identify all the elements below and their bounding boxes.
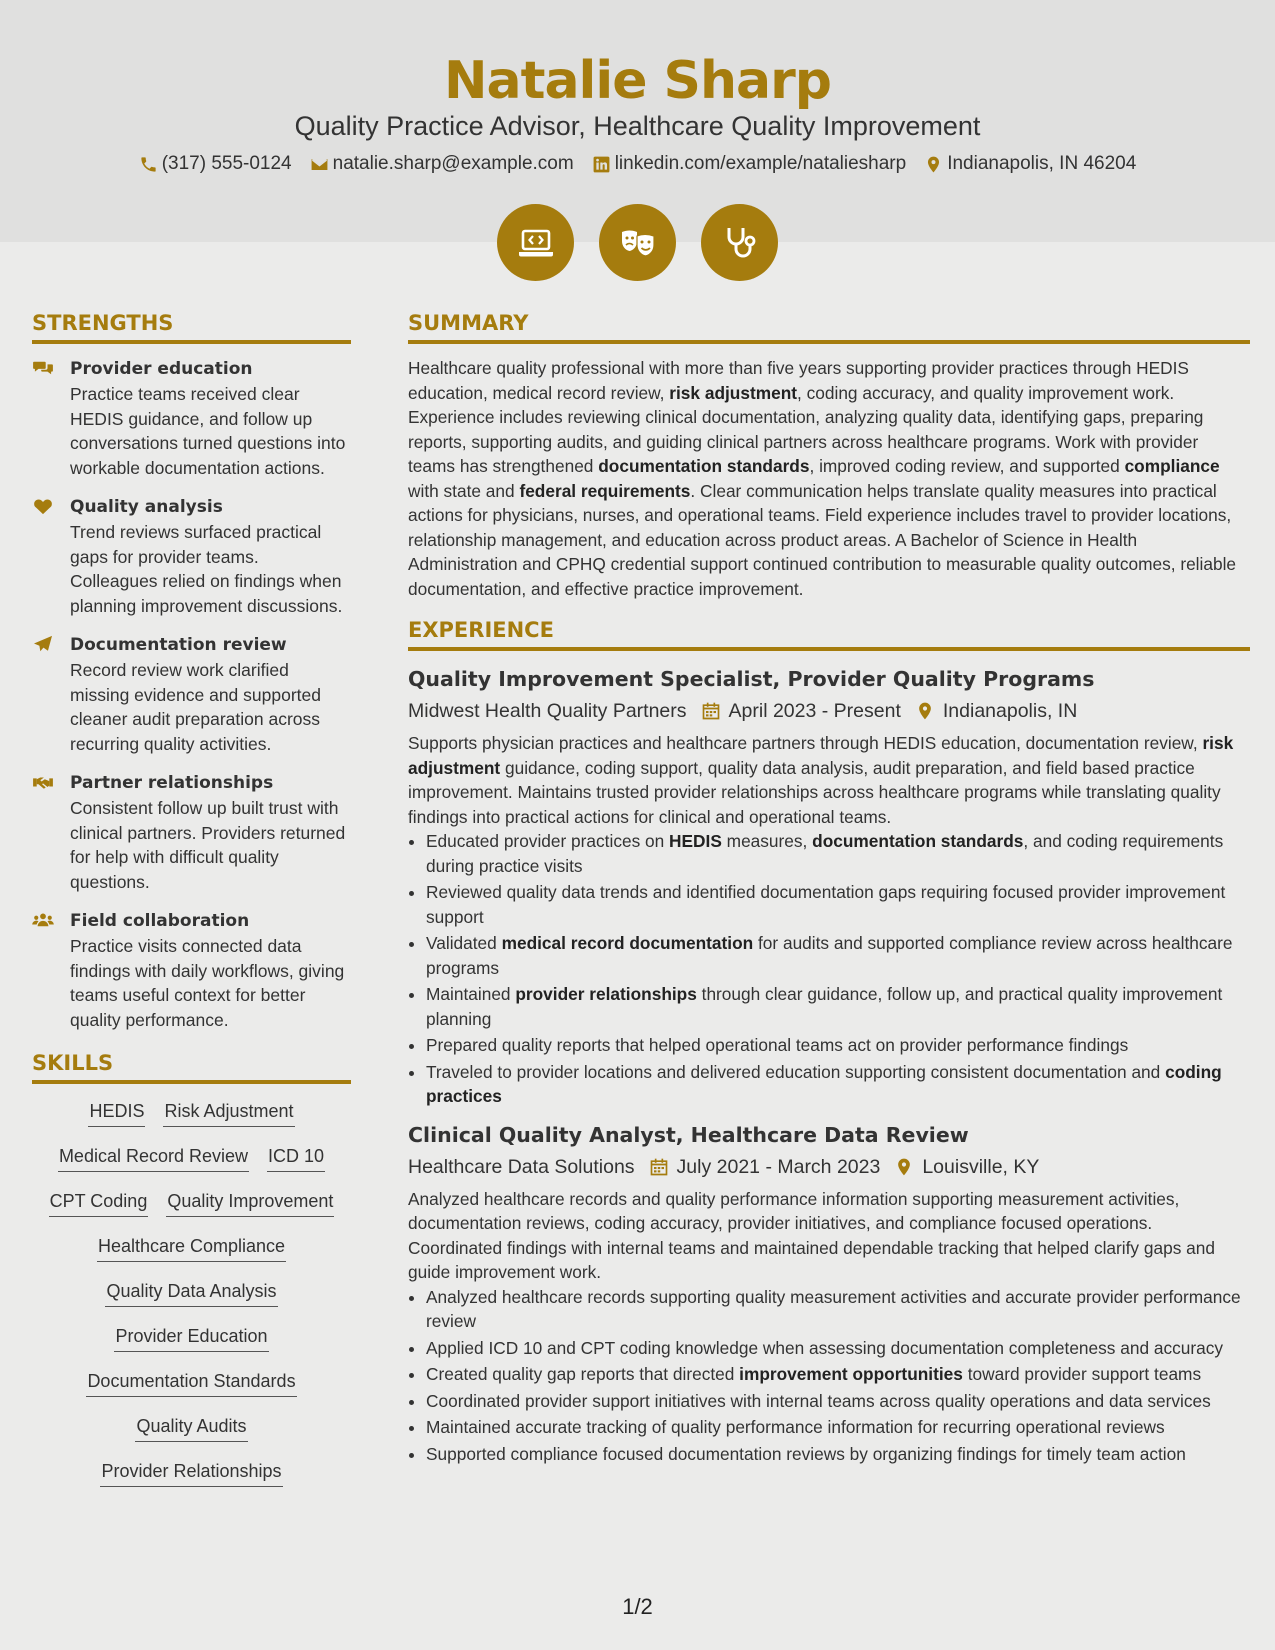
job-meta bbox=[408, 695, 1250, 727]
skill-row bbox=[32, 1188, 351, 1217]
list-item bbox=[426, 1389, 1250, 1414]
strength-title: Quality analysis bbox=[70, 497, 223, 517]
calendar-icon bbox=[649, 1157, 669, 1177]
body-text: with state and bbox=[408, 480, 520, 501]
list-item bbox=[426, 1442, 1250, 1467]
map-pin-icon bbox=[924, 155, 943, 174]
body-text: Coordinated provider support initiatives with internal teams across quality operations and data services bbox=[426, 1390, 1211, 1411]
list-item bbox=[426, 1285, 1250, 1334]
strength-desc: Practice visits connected data findings with daily workflows, giving teams useful context for better quality performance. bbox=[70, 936, 345, 1030]
job-meta bbox=[408, 1151, 1250, 1183]
body-text: for audits and supported compliance review across healthcare programs bbox=[426, 933, 1233, 978]
list-item bbox=[426, 1033, 1250, 1058]
laptop-code-badge bbox=[497, 204, 574, 281]
skill-tag: Medical Record Review bbox=[58, 1143, 249, 1172]
job-dates: July 2021 - March 2023 bbox=[676, 1155, 881, 1178]
emphasis-text: documentation standards bbox=[812, 831, 1024, 851]
body-text: Reviewed quality data trends and identified documentation gaps requiring focused provider improvement support bbox=[426, 882, 1226, 927]
location-text: Indianapolis, IN 46204 bbox=[947, 153, 1137, 174]
skills-heading: SKILLS bbox=[32, 1046, 351, 1084]
stethoscope-icon bbox=[720, 223, 760, 263]
job-bullets bbox=[408, 1285, 1250, 1467]
page-number: 1/2 bbox=[622, 1594, 653, 1619]
paper-plane-icon bbox=[32, 635, 54, 653]
contact-linkedin[interactable] bbox=[592, 150, 907, 178]
list-item bbox=[426, 880, 1250, 929]
skill-tag: HEDIS bbox=[88, 1098, 145, 1127]
contact-row bbox=[0, 150, 1275, 178]
email-text[interactable]: natalie.sharp@example.com bbox=[332, 153, 574, 174]
summary-text bbox=[408, 356, 1250, 601]
skill-tag: Quality Data Analysis bbox=[105, 1278, 277, 1307]
emphasis-text: improvement opportunities bbox=[739, 1364, 963, 1384]
experience-list bbox=[408, 663, 1250, 1466]
theater-masks-badge bbox=[599, 204, 676, 281]
list-item bbox=[426, 829, 1250, 878]
body-text: Prepared quality reports that helped operational teams act on provider performance findings bbox=[426, 1035, 1129, 1055]
skill-row bbox=[32, 1278, 351, 1307]
emphasis-text: federal requirements bbox=[519, 480, 691, 501]
strength-title: Documentation review bbox=[70, 635, 287, 655]
skill-tag: Quality Audits bbox=[135, 1413, 247, 1442]
linkedin-text[interactable]: linkedin.com/example/nataliesharp bbox=[614, 153, 907, 174]
body-text: Created quality gap reports that directed bbox=[426, 1364, 740, 1384]
body-text: Analyzed healthcare records and quality performance information supporting measurement activities, documentation reviews, coding accuracy, provider initiatives, and compliance focused operations. Coordinated findings with internal teams and maintained dependable tracking that helped clarify gaps and guide improvement work. bbox=[408, 1188, 1215, 1282]
body-text: Healthcare quality professional with more than five years supporting provider practices through HEDIS education, medical record review, bbox=[408, 358, 1189, 403]
strength-title: Provider education bbox=[70, 359, 253, 379]
emphasis-text: provider relationships bbox=[515, 984, 697, 1004]
skill-tag: CPT Coding bbox=[49, 1188, 149, 1217]
emphasis-text: compliance bbox=[1124, 456, 1220, 476]
job-entry bbox=[408, 663, 1250, 1109]
theater-masks-icon bbox=[618, 223, 658, 263]
body-text: guidance, coding support, quality data analysis, audit preparation, and field based practice improvement. Maintains trusted provider relationships across healthcare programs while translating quality findings into practical actions for clinical and operational teams. bbox=[408, 757, 1221, 827]
skill-row bbox=[32, 1323, 351, 1352]
job-bullets bbox=[408, 829, 1250, 1109]
emphasis-text: risk adjustment bbox=[669, 382, 798, 403]
skill-row bbox=[32, 1233, 351, 1262]
job-location: Indianapolis, IN bbox=[942, 700, 1078, 722]
handshake-icon bbox=[32, 773, 54, 791]
strength-item bbox=[32, 356, 351, 480]
body-text: , coding accuracy, and quality improvement work. Experience includes reviewing clinical documentation, analyzing quality data, identifying gaps, preparing reports, supporting audits, and guiding clinical partners across healthcare programs. Work with provider teams has strengthened bbox=[408, 382, 1204, 476]
body-text: Maintained accurate tracking of quality performance information for recurring operational reviews bbox=[426, 1417, 1165, 1437]
comments-icon bbox=[32, 359, 54, 377]
emphasis-text: coding practices bbox=[426, 1061, 1222, 1106]
linkedin-icon bbox=[592, 155, 611, 174]
right-column bbox=[408, 306, 1250, 1468]
list-item bbox=[426, 1060, 1250, 1109]
body-text: Supports physician practices and healthcare partners through HEDIS education, documentation review, bbox=[408, 733, 1203, 753]
envelope-icon bbox=[310, 155, 329, 174]
list-item bbox=[426, 982, 1250, 1031]
skill-tag: Documentation Standards bbox=[86, 1368, 296, 1397]
list-item bbox=[426, 1362, 1250, 1387]
phone-text: (317) 555-0124 bbox=[161, 153, 292, 174]
calendar-icon bbox=[701, 701, 721, 721]
body-text: Educated provider practices on bbox=[426, 831, 670, 851]
body-text: Maintained bbox=[426, 984, 516, 1004]
job-entry bbox=[408, 1119, 1250, 1467]
job-title: Clinical Quality Analyst, Healthcare Data Review bbox=[408, 1122, 969, 1147]
job-description bbox=[408, 1187, 1250, 1285]
laptop-code-icon bbox=[516, 223, 556, 263]
body-text: Analyzed healthcare records supporting quality measurement activities and accurate provider performance review bbox=[426, 1286, 1241, 1331]
strength-item bbox=[32, 770, 351, 894]
users-icon bbox=[32, 911, 54, 929]
contact-phone bbox=[139, 150, 292, 178]
phone-icon bbox=[139, 155, 158, 174]
body-text: Applied ICD 10 and CPT coding knowledge when assessing documentation completeness and accuracy bbox=[426, 1337, 1224, 1358]
skill-tag: Provider Education bbox=[114, 1323, 268, 1352]
map-pin-icon bbox=[894, 1157, 914, 1177]
heart-icon bbox=[32, 497, 54, 515]
strength-item bbox=[32, 494, 351, 618]
body-text: , and coding requirements during practice visits bbox=[426, 831, 1224, 876]
skill-tag: Healthcare Compliance bbox=[97, 1233, 286, 1262]
job-location: Louisville, KY bbox=[922, 1155, 1040, 1178]
skill-tag: Provider Relationships bbox=[100, 1458, 282, 1487]
strength-item bbox=[32, 632, 351, 756]
candidate-name: Natalie Sharp bbox=[443, 51, 831, 111]
emphasis-text: HEDIS bbox=[669, 831, 722, 851]
stethoscope-badge bbox=[701, 204, 778, 281]
body-text: measures, bbox=[721, 831, 813, 851]
strength-desc: Consistent follow up built trust with clinical partners. Providers returned for help with difficult quality questions. bbox=[70, 798, 346, 892]
strengths-heading: STRENGTHS bbox=[32, 306, 351, 344]
map-pin-icon bbox=[915, 701, 935, 721]
left-column bbox=[32, 306, 351, 1503]
experience-heading: EXPERIENCE bbox=[408, 613, 1250, 651]
job-dates: April 2023 - Present bbox=[728, 700, 901, 722]
candidate-title: Quality Practice Advisor, Healthcare Quality Improvement bbox=[294, 111, 981, 141]
body-text: toward provider support teams bbox=[962, 1364, 1202, 1384]
badge-row bbox=[0, 204, 1275, 281]
skill-row bbox=[32, 1458, 351, 1487]
list-item bbox=[426, 1336, 1250, 1361]
skills-list bbox=[32, 1098, 351, 1487]
list-item bbox=[426, 931, 1250, 980]
body-text: . Clear communication helps translate quality measures into practical actions for physicians, nurses, and operational teams. Field experience includes travel to provider locations, relationship management, and education across product areas. A Bachelor of Science in Health Administration and CPHQ credential support continued contribution to measurable quality outcomes, reliable documentation, and effective practice improvement. bbox=[408, 480, 1237, 599]
contact-email[interactable] bbox=[310, 150, 574, 178]
strength-title: Partner relationships bbox=[70, 773, 274, 793]
emphasis-text: risk adjustment bbox=[408, 733, 1234, 778]
summary-heading: SUMMARY bbox=[408, 306, 1250, 344]
body-text: Validated bbox=[426, 933, 502, 953]
strength-item bbox=[32, 908, 351, 1032]
skill-row bbox=[32, 1368, 351, 1397]
emphasis-text: medical record documentation bbox=[501, 933, 754, 953]
skill-tag: ICD 10 bbox=[267, 1143, 325, 1172]
body-text: , improved coding review, and supported bbox=[809, 456, 1125, 476]
skill-row bbox=[32, 1143, 351, 1172]
body-text: Traveled to provider locations and delivered education supporting consistent documentation and bbox=[426, 1061, 1166, 1082]
skill-tag: Risk Adjustment bbox=[163, 1098, 294, 1127]
contact-location bbox=[924, 150, 1136, 178]
job-company: Healthcare Data Solutions bbox=[408, 1155, 635, 1178]
list-item bbox=[426, 1415, 1250, 1440]
job-description bbox=[408, 731, 1250, 829]
strength-title: Field collaboration bbox=[70, 911, 250, 931]
skill-tag: Quality Improvement bbox=[166, 1188, 334, 1217]
emphasis-text: documentation standards bbox=[598, 456, 810, 476]
body-text: through clear guidance, follow up, and practical quality improvement planning bbox=[426, 984, 1223, 1029]
body-text: Supported compliance focused documentation reviews by organizing findings for timely team action bbox=[426, 1443, 1186, 1464]
skill-row bbox=[32, 1413, 351, 1442]
job-company: Midwest Health Quality Partners bbox=[408, 700, 687, 722]
job-title: Quality Improvement Specialist, Provider Quality Programs bbox=[408, 667, 1095, 691]
skill-row bbox=[32, 1098, 351, 1127]
strength-desc: Trend reviews surfaced practical gaps for provider teams. Colleagues relied on findings when planning improvement discussions. bbox=[70, 522, 343, 616]
strength-desc: Practice teams received clear HEDIS guidance, and follow up conversations turned questions into workable documentation actions. bbox=[70, 384, 346, 478]
strength-desc: Record review work clarified missing evidence and supported cleaner audit preparation across recurring quality activities. bbox=[70, 660, 321, 754]
